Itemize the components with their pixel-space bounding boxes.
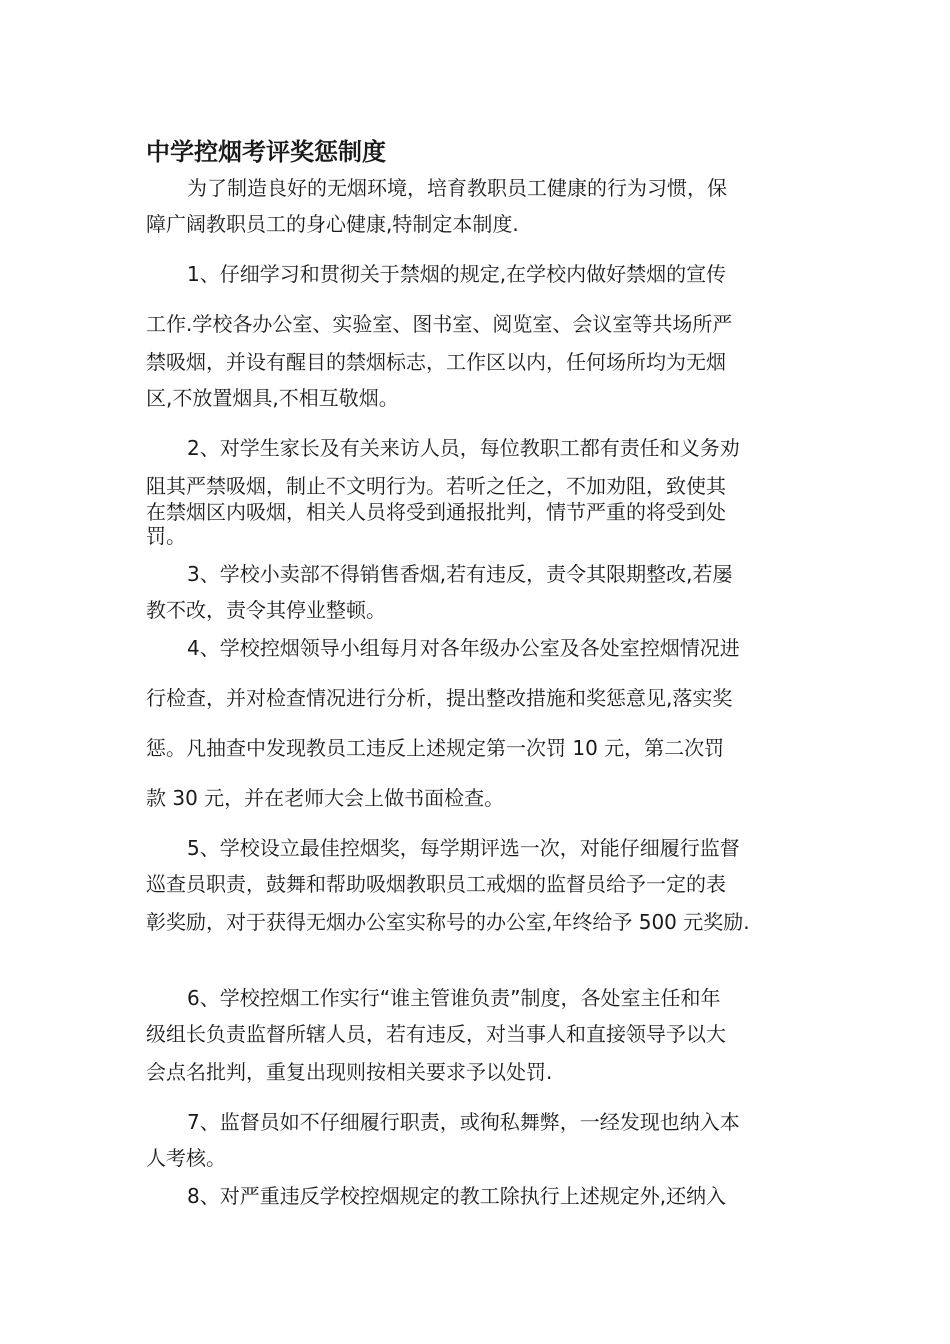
item-7-line-2: 人考核。 bbox=[146, 1146, 226, 1170]
item-1-line-2: 工作.学校各办公室、实验室、图书室、阅览室、会议室等共场所严 bbox=[146, 312, 733, 336]
item-1-line-3: 禁吸烟，并设有醒目的禁烟标志，工作区以内，任何场所均为无烟 bbox=[146, 350, 726, 374]
item-4-line-4: 款 30 元，并在老师大会上做书面检查。 bbox=[146, 786, 505, 810]
item-2-line-2: 阻其严禁吸烟，制止不文明行为。若听之任之，不加劝阻，致使其 bbox=[146, 474, 726, 498]
item-3-line-1: 3、学校小卖部不得销售香烟,若有违反，责令其限期整改,若屡 bbox=[187, 562, 733, 586]
item-2-line-4: 罚。 bbox=[146, 524, 186, 548]
item-4-line-1: 4、学校控烟领导小组每月对各年级办公室及各处室控烟情况进 bbox=[187, 636, 740, 660]
item-6-line-1: 6、学校控烟工作实行“谁主管谁负责”制度，各处室主任和年 bbox=[187, 986, 721, 1010]
item-5-line-1: 5、学校设立最佳控烟奖，每学期评选一次，对能仔细履行监督 bbox=[187, 836, 740, 860]
item-1-line-4: 区,不放置烟具,不相互敬烟。 bbox=[146, 386, 399, 410]
item-6-line-2: 级组长负责监督所辖人员，若有违反，对当事人和直接领导予以大 bbox=[146, 1022, 726, 1046]
intro-line-1: 为了制造良好的无烟环境，培育教职员工健康的行为习惯，保 bbox=[187, 176, 727, 200]
item-1-line-1: 1、仔细学习和贯彻关于禁烟的规定,在学校内做好禁烟的宣传 bbox=[187, 262, 727, 286]
item-6-line-3: 会点名批判，重复出现则按相关要求予以处罚. bbox=[146, 1060, 553, 1084]
item-7-line-1: 7、监督员如不仔细履行职责，或徇私舞弊，一经发现也纳入本 bbox=[187, 1110, 740, 1134]
item-2-line-3: 在禁烟区内吸烟，相关人员将受到通报批判，情节严重的将受到处 bbox=[146, 500, 726, 524]
item-2-line-1: 2、对学生家长及有关来访人员，每位教职工都有责任和义务劝 bbox=[187, 436, 740, 460]
item-3-line-2: 教不改，责令其停业整顿。 bbox=[146, 598, 386, 622]
item-8-line-1: 8、对严重违反学校控烟规定的教工除执行上述规定外,还纳入 bbox=[187, 1184, 727, 1208]
document-title: 中学控烟考评奖惩制度 bbox=[146, 138, 386, 166]
item-4-line-2: 行检查，并对检查情况进行分析，提出整改措施和奖惩意见,落实奖 bbox=[146, 686, 733, 710]
item-5-line-2: 巡查员职责，鼓舞和帮助吸烟教职员工戒烟的监督员给予一定的表 bbox=[146, 872, 726, 896]
item-4-line-3: 惩。凡抽查中发现教员工违反上述规定第一次罚 10 元，第二次罚 bbox=[146, 736, 725, 760]
intro-line-2: 障广阔教职员工的身心健康,特制定本制度. bbox=[146, 212, 519, 236]
item-5-line-3: 彰奖励，对于获得无烟办公室实称号的办公室,年终给予 500 元奖励. bbox=[146, 910, 750, 934]
